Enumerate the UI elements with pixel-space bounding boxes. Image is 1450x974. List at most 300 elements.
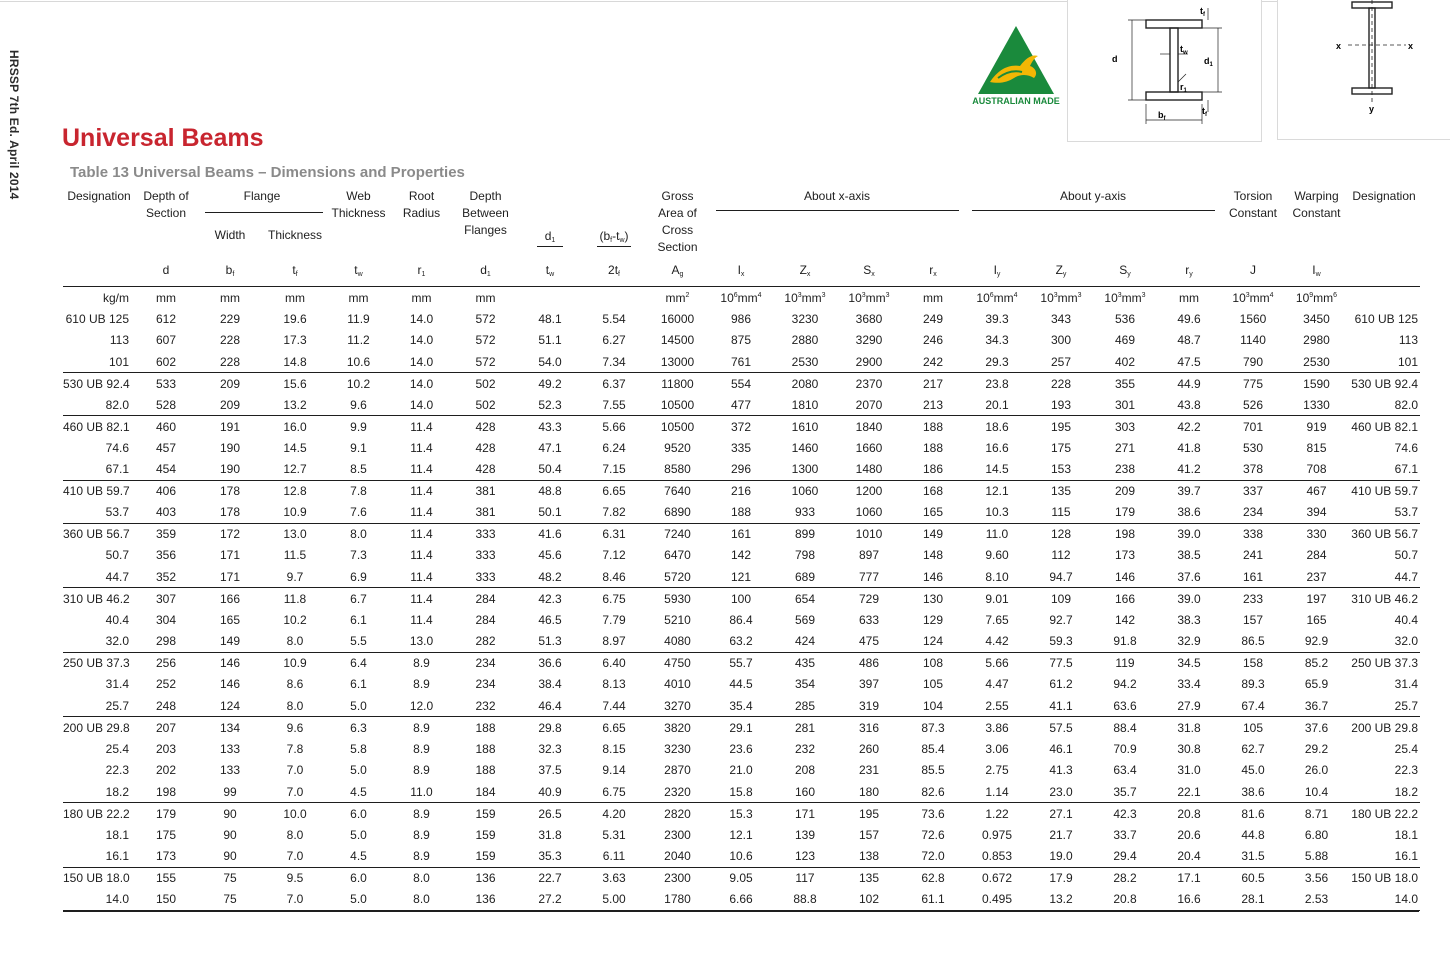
value-cell: 298	[155, 634, 177, 648]
value-cell: 6890	[664, 505, 691, 519]
value-cell: 5.0	[350, 763, 367, 778]
value-cell: 241	[1242, 548, 1264, 563]
unit-cell: $10^6mm^4$	[965, 287, 1029, 309]
value-cell: 188	[475, 741, 496, 756]
value-cell: 31.5	[1241, 849, 1265, 863]
value-cell: 45.6	[538, 548, 562, 563]
table-caption: Table 13 Universal Beams – Dimensions and Properties	[70, 164, 465, 181]
section-dimensions-diagram	[1067, 0, 1262, 142]
value-cell: 316	[837, 717, 901, 739]
value-cell: 2820	[646, 803, 709, 825]
value-cell: 27.2	[518, 889, 582, 911]
value-cell: 129	[922, 612, 944, 627]
value-cell: 20.8	[1093, 889, 1157, 911]
value-cell: 469	[1114, 333, 1136, 348]
symbol-cell: $b_f$	[225, 263, 235, 278]
value-cell: 6.40	[582, 652, 646, 674]
table-row	[63, 695, 1420, 717]
value-cell: 5930	[646, 588, 709, 610]
value-cell: 572	[475, 333, 496, 348]
value-cell: 6.66	[709, 889, 773, 911]
value-cell: 47.5	[1177, 354, 1201, 369]
value-cell: 3.06	[985, 741, 1009, 756]
value-cell: 257	[1050, 354, 1072, 369]
value-cell: 256	[135, 652, 197, 674]
value-cell: 528	[155, 397, 177, 412]
designation-cell: 22.3	[105, 763, 129, 778]
symbol-cell: $t_w$	[545, 263, 555, 278]
value-cell: 8.9	[390, 803, 453, 825]
value-cell: 406	[135, 480, 197, 502]
value-cell: 10.4	[1304, 784, 1329, 799]
designation-cell: 530 UB 92.4	[63, 373, 135, 395]
value-cell: 285	[794, 698, 816, 713]
value-cell: 190	[219, 462, 241, 476]
value-cell: 9.6	[263, 717, 327, 739]
value-cell: 136	[453, 867, 518, 889]
value-cell: 37.6	[1285, 717, 1348, 739]
value-cell: 153	[1050, 462, 1072, 476]
unit-cell: $10^3mm^3$	[1093, 287, 1157, 309]
designation-right-cell: 610 UB 125	[1354, 311, 1418, 326]
value-cell: 55.7	[709, 652, 773, 674]
value-cell: 14.5	[985, 462, 1009, 476]
value-cell: 37.5	[538, 763, 562, 778]
unit-cell: $10^3mm^3$	[773, 287, 837, 309]
value-cell: 51.3	[538, 634, 562, 648]
value-cell: 933	[794, 505, 816, 519]
value-cell: 89.3	[1241, 677, 1265, 692]
table-row	[63, 480, 1420, 502]
value-cell: 22.7	[518, 867, 582, 889]
value-cell: 161	[709, 523, 773, 545]
value-cell: 457	[155, 440, 177, 455]
value-cell: 85.2	[1285, 652, 1348, 674]
value-cell: 138	[858, 849, 880, 863]
value-cell: 28.2	[1093, 867, 1157, 889]
value-cell: 2900	[855, 354, 883, 369]
value-cell: 7.0	[286, 763, 304, 778]
value-cell: 171	[219, 569, 241, 584]
designation-right-cell: 360 UB 56.7	[1348, 523, 1420, 545]
value-cell: 31.0	[1177, 763, 1201, 778]
value-cell: 180	[858, 784, 880, 799]
header-gross: Gross Area of Cross Section	[657, 189, 698, 254]
value-cell: 569	[794, 612, 816, 627]
designation-right-cell: 410 UB 59.7	[1348, 480, 1420, 502]
value-cell: 3820	[646, 717, 709, 739]
value-cell: 7.82	[602, 505, 626, 519]
value-cell: 23.6	[729, 741, 753, 756]
table-row	[63, 330, 1420, 352]
value-cell: 5.66	[582, 416, 646, 438]
value-cell: 86.5	[1241, 634, 1265, 648]
value-cell: 202	[155, 763, 177, 778]
value-cell: 1610	[773, 416, 837, 438]
value-cell: 4.20	[582, 803, 646, 825]
value-cell: 12.1	[729, 827, 753, 842]
value-cell: 2.75	[985, 763, 1009, 778]
value-cell: 435	[773, 652, 837, 674]
table-row	[63, 459, 1420, 481]
symbol-cell: d	[162, 263, 170, 277]
value-cell: 92.9	[1304, 634, 1329, 648]
value-cell: 26.0	[1304, 763, 1329, 778]
value-cell: 5.0	[327, 889, 390, 911]
symbol-cell: $S_x$	[863, 263, 875, 278]
value-cell: 6.75	[582, 588, 646, 610]
value-cell: 1810	[791, 397, 819, 412]
value-cell: 3680	[855, 311, 883, 326]
value-cell: 6.80	[1304, 827, 1329, 842]
axis-label-x-right: x	[1408, 41, 1414, 51]
designation-right-cell: 460 UB 82.1	[1348, 416, 1420, 438]
value-cell: 35.4	[729, 698, 753, 713]
value-cell: 165	[1306, 612, 1327, 627]
value-cell: 208	[794, 763, 816, 778]
value-cell: 1480	[855, 462, 883, 476]
value-cell: 92.7	[1049, 612, 1073, 627]
value-cell: 397	[858, 677, 880, 692]
value-cell: 109	[1029, 588, 1093, 610]
value-cell: 191	[197, 416, 263, 438]
value-cell: 16.0	[263, 416, 327, 438]
value-cell: 20.8	[1157, 803, 1221, 825]
side-caption	[9, 50, 25, 210]
value-cell: 14.0	[409, 354, 434, 369]
value-cell: 175	[1050, 440, 1072, 455]
value-cell: 9520	[664, 440, 691, 455]
value-cell: 175	[155, 827, 177, 842]
diagram-label-bf: b	[1158, 110, 1164, 120]
value-cell: 633	[858, 612, 880, 627]
value-cell: 102	[837, 889, 901, 911]
value-cell: 32.3	[538, 741, 562, 756]
value-cell: 1300	[791, 462, 819, 476]
value-cell: 13000	[660, 354, 695, 369]
value-cell: 403	[155, 505, 177, 519]
designation-cell: 50.7	[105, 548, 129, 563]
value-cell: 533	[135, 373, 197, 395]
value-cell: 3.86	[965, 717, 1029, 739]
value-cell: 33.7	[1113, 827, 1137, 842]
value-cell: 10.9	[283, 505, 307, 519]
header-between: Depth Between Flanges	[462, 189, 509, 237]
value-cell: 0.853	[981, 849, 1013, 863]
value-cell: 123	[794, 849, 816, 863]
value-cell: 8.9	[413, 677, 430, 692]
diagram-label-tf: t	[1200, 6, 1203, 16]
value-cell: 9.5	[263, 867, 327, 889]
table-row	[63, 846, 1420, 868]
value-cell: 7.3	[350, 548, 367, 563]
value-cell: 128	[1029, 523, 1093, 545]
value-cell: 36.7	[1304, 698, 1329, 713]
value-cell: 4.5	[350, 849, 367, 863]
value-cell: 284	[1306, 548, 1327, 563]
value-cell: 16.6	[985, 440, 1009, 455]
value-cell: 14.8	[283, 354, 307, 369]
value-cell: 4080	[664, 634, 691, 648]
value-cell: 20.6	[1177, 827, 1201, 842]
value-cell: 536	[1114, 311, 1136, 326]
designation-cell: 25.7	[105, 698, 129, 713]
value-cell: 136	[453, 889, 518, 911]
unit-cell: $10^9mm^6$	[1285, 287, 1348, 309]
value-cell: 6.31	[582, 523, 646, 545]
value-cell: 271	[1114, 440, 1136, 455]
header-about-y: About y-axis	[1059, 189, 1127, 203]
unit-cell: mm	[453, 287, 518, 309]
value-cell: 8.9	[413, 849, 430, 863]
value-cell: 2530	[1303, 354, 1330, 369]
axis-label-x-left: x	[1336, 41, 1342, 51]
value-cell: 165	[219, 612, 241, 627]
value-cell: 188	[453, 717, 518, 739]
value-cell: 17.3	[283, 333, 307, 348]
symbol-cell: $t_f$	[292, 263, 298, 278]
value-cell: 41.3	[1049, 763, 1073, 778]
value-cell: 157	[1242, 612, 1264, 627]
designation-right-cell: 180 UB 22.2	[1348, 803, 1420, 825]
value-cell: 41.2	[1177, 462, 1201, 476]
table-row	[63, 760, 1420, 782]
symbol-cell: $r_1$	[417, 263, 426, 278]
value-cell: 9.14	[602, 763, 626, 778]
value-cell: 8.46	[602, 569, 626, 584]
value-cell: 7.44	[602, 698, 626, 713]
value-cell: 2530	[791, 354, 819, 369]
value-cell: 186	[922, 462, 944, 476]
value-cell: 381	[453, 480, 518, 502]
designation-cell: 200 UB 29.8	[63, 717, 135, 739]
value-cell: 47.1	[538, 440, 562, 455]
value-cell: 48.7	[1177, 333, 1201, 348]
designation-right-cell: 40.4	[1394, 612, 1418, 627]
symbol-cell: $t_w$	[354, 263, 363, 278]
value-cell: 75	[197, 889, 263, 911]
value-cell: 300	[1050, 333, 1072, 348]
symbol-cell: $I_x$	[737, 263, 745, 278]
value-cell: 27.9	[1177, 698, 1201, 713]
value-cell: 188	[922, 440, 944, 455]
designation-right-cell: 530 UB 92.4	[1348, 373, 1420, 395]
value-cell: 41.1	[1049, 698, 1073, 713]
value-cell: 378	[1242, 462, 1264, 476]
diagram-label-d1: d	[1204, 56, 1210, 66]
value-cell: 234	[475, 677, 496, 692]
value-cell: 75	[197, 867, 263, 889]
axis-label-y: y	[1369, 104, 1375, 114]
value-cell: 6.65	[582, 717, 646, 739]
value-cell: 304	[155, 612, 177, 627]
designation-right-cell: 32.0	[1394, 634, 1418, 648]
symbol-cell: $S_y$	[1119, 263, 1131, 278]
value-cell: 108	[901, 652, 965, 674]
value-cell: 402	[1114, 354, 1136, 369]
value-cell: 689	[794, 569, 816, 584]
value-cell: 4010	[664, 677, 691, 692]
value-cell: 38.4	[538, 677, 562, 692]
value-cell: 130	[901, 588, 965, 610]
value-cell: 8.0	[286, 827, 304, 842]
header-root: Root Radius	[402, 189, 441, 220]
svg-text:tw: $t_w$	[1180, 44, 1188, 56]
designation-cell: 150 UB 18.0	[63, 867, 135, 889]
value-cell: 428	[475, 440, 496, 455]
value-cell: 7.0	[263, 889, 327, 911]
value-cell: 897	[858, 548, 880, 563]
value-cell: 46.1	[1049, 741, 1073, 756]
value-cell: 572	[475, 354, 496, 369]
value-cell: 2870	[664, 763, 691, 778]
value-cell: 790	[1242, 354, 1264, 369]
designation-cell: 410 UB 59.7	[63, 480, 135, 502]
designation-right-cell: 82.0	[1394, 397, 1418, 412]
table-row	[63, 394, 1420, 416]
value-cell: 1060	[773, 480, 837, 502]
value-cell: 7.6	[350, 505, 367, 519]
value-cell: 11.4	[410, 569, 433, 584]
diagram-label-tf-bottom: t	[1202, 106, 1205, 116]
value-cell: 1.14	[985, 784, 1009, 799]
value-cell: 37.6	[1177, 569, 1201, 584]
value-cell: 2070	[855, 397, 883, 412]
designation-right-cell: 250 UB 37.3	[1348, 652, 1420, 674]
designation-right-cell: 31.4	[1394, 677, 1418, 692]
table-row	[63, 308, 1420, 330]
table-row	[63, 437, 1420, 459]
value-cell: 7.65	[985, 612, 1009, 627]
value-cell: 10500	[646, 416, 709, 438]
designation-right-cell: 53.7	[1394, 505, 1418, 519]
value-cell: 94.2	[1113, 677, 1137, 692]
value-cell: 124	[922, 634, 944, 648]
value-cell: 11.4	[410, 548, 433, 563]
ibeam-dimensions-icon	[1068, 0, 1263, 142]
value-cell: 43.8	[1177, 397, 1201, 412]
value-cell: 11.4	[410, 462, 433, 476]
value-cell: 61.1	[901, 889, 965, 911]
value-cell: 124	[219, 698, 241, 713]
value-cell: 6.75	[602, 784, 626, 799]
symbol-cell: $I_w$	[1312, 263, 1321, 278]
value-cell: 9.6	[350, 397, 367, 412]
value-cell: 477	[730, 397, 752, 412]
value-cell: 237	[1306, 569, 1327, 584]
value-cell: 333	[475, 548, 496, 563]
unit-cell: mm	[1157, 287, 1221, 309]
value-cell: 54.0	[538, 354, 562, 369]
value-cell: 18.6	[965, 416, 1029, 438]
unit-cell: mm	[390, 287, 453, 309]
unit-cell: $10^3mm^3$	[1029, 287, 1093, 309]
table-row	[63, 674, 1420, 696]
value-cell: 5210	[664, 612, 691, 627]
value-cell: 5.0	[350, 827, 367, 842]
value-cell: 1330	[1303, 397, 1330, 412]
value-cell: 60.5	[1221, 867, 1285, 889]
value-cell: 6.0	[327, 867, 390, 889]
value-cell: 149	[219, 634, 241, 648]
value-cell: 115	[1051, 505, 1071, 519]
value-cell: 44.5	[729, 677, 753, 692]
value-cell: 5.88	[1304, 849, 1329, 863]
value-cell: 8.9	[390, 652, 453, 674]
value-cell: 5.0	[350, 698, 367, 713]
unit-cell: mm	[263, 287, 327, 309]
table-row	[63, 824, 1420, 846]
value-cell: 21.7	[1049, 827, 1073, 842]
designation-right-cell: 44.7	[1394, 569, 1418, 584]
value-cell: 0.975	[981, 827, 1013, 842]
value-cell: 572	[475, 311, 496, 326]
value-cell: 307	[135, 588, 197, 610]
value-cell: 31.8	[1157, 717, 1221, 739]
symbol-cell: J	[1250, 263, 1256, 277]
value-cell: 6.24	[602, 440, 626, 455]
symbol-cell: $Z_x$	[799, 263, 811, 278]
value-cell: 10.3	[985, 505, 1009, 519]
value-cell: 184	[475, 784, 496, 799]
value-cell: 6.27	[602, 333, 626, 348]
value-cell: 39.7	[1157, 480, 1221, 502]
value-cell: 20.1	[985, 397, 1009, 412]
value-cell: 30.8	[1177, 741, 1201, 756]
value-cell: 7.0	[286, 784, 304, 799]
value-cell: 3230	[791, 311, 819, 326]
value-cell: 6.65	[582, 480, 646, 502]
table-row	[63, 631, 1420, 653]
value-cell: 72.6	[921, 827, 945, 842]
value-cell: 7.15	[602, 462, 626, 476]
value-cell: 117	[773, 867, 837, 889]
value-cell: 99	[223, 784, 237, 799]
value-cell: 343	[1050, 311, 1072, 326]
value-cell: 14.0	[409, 397, 434, 412]
designation-right-cell: 74.6	[1394, 440, 1418, 455]
value-cell: 12.8	[263, 480, 327, 502]
value-cell: 6.3	[327, 717, 390, 739]
value-cell: 14500	[660, 333, 695, 348]
value-cell: 46.4	[538, 698, 562, 713]
value-cell: 57.5	[1029, 717, 1093, 739]
value-cell: 61.2	[1049, 677, 1073, 692]
value-cell: 81.6	[1221, 803, 1285, 825]
designation-right-cell: 150 UB 18.0	[1348, 867, 1420, 889]
value-cell: 72.0	[921, 849, 945, 863]
value-cell: 104	[922, 698, 944, 713]
value-cell: 8.0	[286, 634, 304, 648]
value-cell: 179	[1114, 505, 1136, 519]
value-cell: 90	[223, 827, 237, 842]
value-cell: 11.4	[390, 416, 453, 438]
value-cell: 22.1	[1177, 784, 1201, 799]
value-cell: 8.9	[413, 741, 430, 756]
value-cell: 6.0	[327, 803, 390, 825]
value-cell: 8.0	[286, 698, 304, 713]
value-cell: 135	[837, 867, 901, 889]
value-cell: 338	[1221, 523, 1285, 545]
table-row	[63, 803, 1420, 825]
symbol-cell: $d_1$	[480, 263, 491, 278]
value-cell: 34.5	[1157, 652, 1221, 674]
value-cell: 8.97	[602, 634, 626, 648]
value-cell: 238	[1114, 462, 1136, 476]
svg-text:d1: $d_1$	[1204, 56, 1213, 68]
value-cell: 1140	[1240, 333, 1266, 348]
value-cell: 7640	[646, 480, 709, 502]
